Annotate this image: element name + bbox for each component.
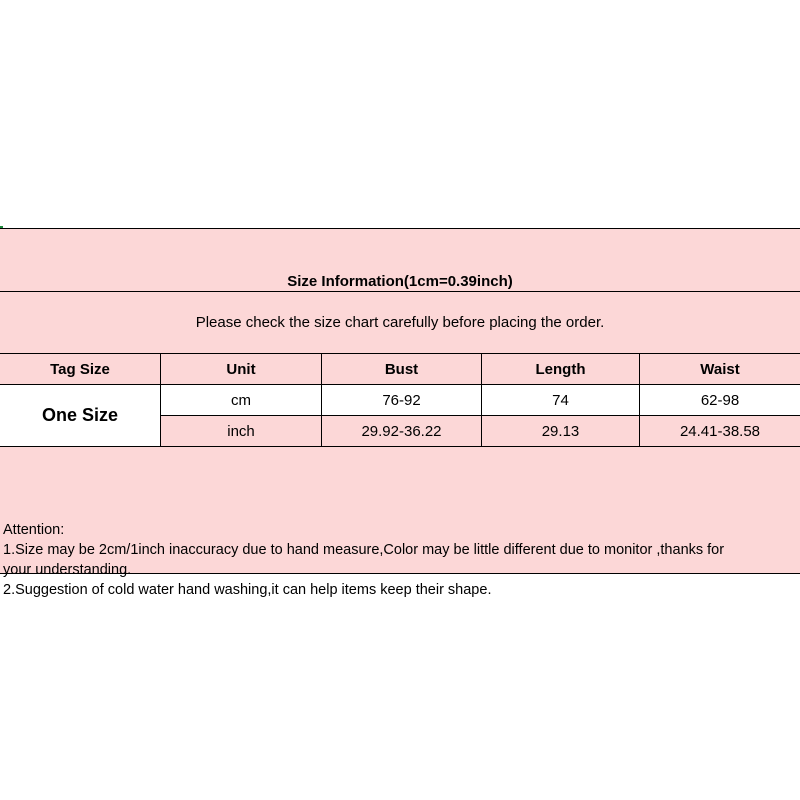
size-information-title: Size Information(1cm=0.39inch) (287, 273, 513, 290)
waist-inch: 24.41-38.58 (639, 415, 800, 446)
attention-line-1-continued: your understanding. (3, 562, 132, 578)
unit-inch: inch (160, 415, 321, 446)
unit-cm: cm (160, 384, 321, 415)
size-table (0, 353, 800, 446)
attention-section (0, 446, 800, 598)
attention-line-2: 2.Suggestion of cold water hand washing,it can help items keep their shape. (3, 582, 492, 598)
length-cm: 74 (481, 384, 639, 415)
header-length: Length (481, 353, 639, 384)
header-bust: Bust (321, 353, 481, 384)
size-chart (0, 228, 800, 598)
bust-inch: 29.92-36.22 (321, 415, 481, 446)
header-tag-size: Tag Size (0, 353, 160, 384)
waist-cm: 62-98 (639, 384, 800, 415)
size-chart-notice: Please check the size chart carefully before placing the order. (195, 314, 605, 331)
header-waist: Waist (639, 353, 800, 384)
attention-text (3, 520, 799, 600)
bust-cm: 76-92 (321, 384, 481, 415)
attention-heading: Attention: (3, 522, 65, 538)
tag-size-one-size: One Size (0, 384, 160, 446)
title-row (0, 228, 800, 291)
attention-line-1: 1.Size may be 2cm/1inch inaccuracy due to hand measure,Color may be little different due to monitor ,thanks for (3, 542, 725, 558)
notice-row (0, 291, 800, 353)
header-unit: Unit (160, 353, 321, 384)
length-inch: 29.13 (481, 415, 639, 446)
